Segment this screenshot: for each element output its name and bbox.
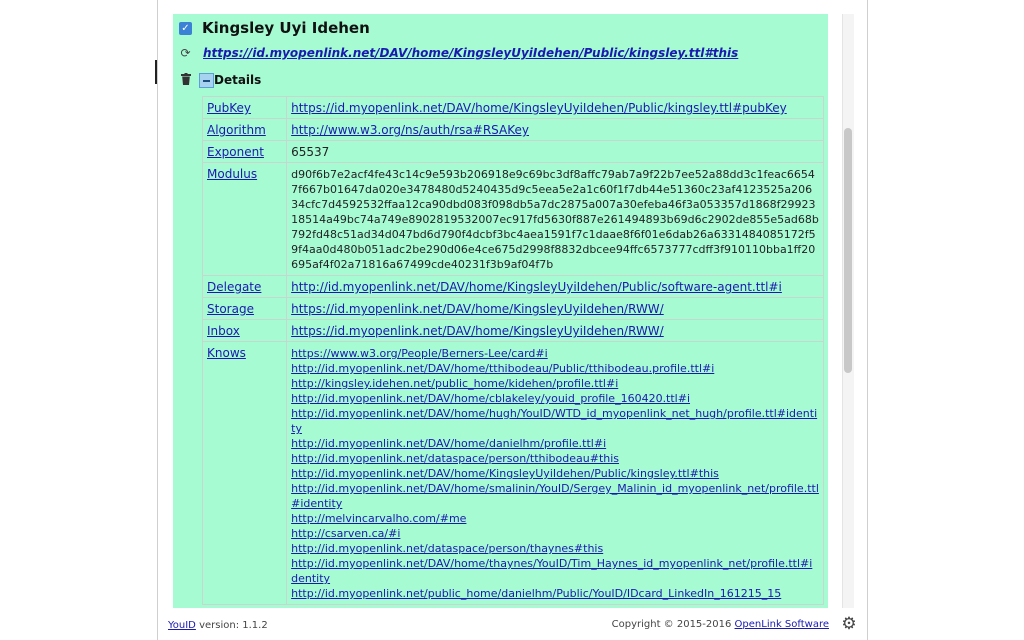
storage-value-link[interactable]: https://id.myopenlink.net/DAV/home/KingsleyUyiIdehen/RWW/ <box>291 302 664 316</box>
identity-checkbox[interactable] <box>179 22 192 35</box>
algorithm-value-link[interactable]: http://www.w3.org/ns/auth/rsa#RSAKey <box>291 123 529 137</box>
gear-icon[interactable]: ⚙ <box>841 614 857 634</box>
knows-list <box>287 342 824 605</box>
footer-version <box>168 620 268 631</box>
table-row <box>203 276 824 298</box>
details-table <box>202 96 824 605</box>
table-row <box>203 298 824 320</box>
youid-link[interactable]: YouID <box>168 620 196 631</box>
knows-link[interactable]: http://melvincarvalho.com/#me <box>291 512 467 525</box>
pubkey-value-link[interactable]: https://id.myopenlink.net/DAV/home/KingsleyUyiIdehen/Public/kingsley.ttl#pubKey <box>291 101 787 115</box>
knows-link[interactable]: http://id.myopenlink.net/DAV/home/hugh/YouID/WTD_id_myopenlink_net_hugh/profile.ttl#identity <box>291 407 818 435</box>
inbox-label-link[interactable]: Inbox <box>207 324 240 338</box>
knows-link[interactable]: http://id.myopenlink.net/DAV/home/KingsleyUyiIdehen/Public/kingsley.ttl#this <box>291 467 719 480</box>
footer <box>158 612 867 640</box>
details-label: Details <box>214 73 262 87</box>
copyright-text: Copyright © 2015-2016 <box>611 619 732 630</box>
footer-copyright <box>612 619 829 630</box>
identity-uri-row <box>179 43 738 63</box>
knows-link[interactable]: http://id.myopenlink.net/DAV/home/smalinin/YouID/Sergey_Malinin_id_myopenlink_net/profile.ttl#identity <box>291 482 819 510</box>
table-row <box>203 320 824 342</box>
version-text: version: 1.1.2 <box>199 620 268 631</box>
table-row <box>203 141 824 163</box>
table-row <box>203 119 824 141</box>
algorithm-label-link[interactable]: Algorithm <box>207 123 266 137</box>
modulus-value: d90f6b7e2acf4fe43c14c9e593b206918e9c69bc3df8affc79ab7a9f22b7ee52a88dd3c1feac66547f667b01647da020e3478480d5240435d9c5eea5e2a1c60f1f7db44e51360c23af4123525a20634cfc7d4592532ffaa12ca90dbd083f098db5a7dc2875a007a30efeba46f3a053357d1868f2992318514a49bc74a749e8902819532007ec917fd5630f887e261494893b69d6c2902de855e5ad68b792fd48c51ad34d047bd6d790f4dcbf3bc4aea1591f7c1daae8f6f01e6dab26a6331484085172f59f4aa0d480b051adc2be290d06e4ce675d2998f8832dbcee94ffc6573777cdff3f910110bba1ff20695af4f02a71816a67499cde40231f3b9af04f7b <box>291 168 819 271</box>
knows-link[interactable]: http://id.myopenlink.net/DAV/home/thaynes/YouID/Tim_Haynes_id_myopenlink_net/profile.ttl#identity <box>291 557 813 585</box>
inbox-value-link[interactable]: https://id.myopenlink.net/DAV/home/KingsleyUyiIdehen/RWW/ <box>291 324 664 338</box>
checkbox-checked-icon: ✓ <box>181 22 190 34</box>
openlink-software-link[interactable]: OpenLink Software <box>734 619 829 630</box>
exponent-label-link[interactable]: Exponent <box>207 145 264 159</box>
knows-link[interactable]: http://id.myopenlink.net/DAV/home/danielhm/profile.ttl#i <box>291 437 607 450</box>
knows-link[interactable]: http://id.myopenlink.net/dataspace/person/thaynes#this <box>291 542 604 555</box>
youid-popup <box>157 0 868 640</box>
refresh-icon[interactable]: ⟳ <box>180 46 191 60</box>
knows-link[interactable]: http://csarven.ca/#i <box>291 527 401 540</box>
table-row <box>203 342 824 605</box>
delegate-label-link[interactable]: Delegate <box>207 280 262 294</box>
knows-link[interactable]: http://id.myopenlink.net/public_home/danielhm/Public/YouID/IDcard_LinkedIn_161215_15 <box>291 587 782 600</box>
collapse-minus-icon[interactable] <box>199 73 214 88</box>
knows-label-link[interactable]: Knows <box>207 346 246 360</box>
scrollbar-thumb[interactable] <box>844 128 852 373</box>
delegate-value-link[interactable]: http://id.myopenlink.net/DAV/home/KingsleyUyiIdehen/Public/software-agent.ttl#i <box>291 280 782 294</box>
storage-label-link[interactable]: Storage <box>207 302 254 316</box>
identity-header <box>179 18 370 38</box>
identity-uri-link[interactable]: https://id.myopenlink.net/DAV/home/KingsleyUyiIdehen/Public/kingsley.ttl#this <box>203 46 739 60</box>
knows-link[interactable]: http://id.myopenlink.net/DAV/home/tthibodeau/Public/tthibodeau.profile.ttl#i <box>291 362 715 375</box>
knows-link[interactable]: https://www.w3.org/People/Berners-Lee/card#i <box>291 347 548 360</box>
exponent-value: 65537 <box>291 145 330 159</box>
knows-link[interactable]: http://kingsley.idehen.net/public_home/kidehen/profile.ttl#i <box>291 377 619 390</box>
table-row <box>203 163 824 276</box>
knows-link[interactable]: http://id.myopenlink.net/DAV/home/cblakeley/youid_profile_160420.ttl#i <box>291 392 691 405</box>
modulus-label-link[interactable]: Modulus <box>207 167 258 181</box>
details-toggle-row <box>179 70 261 90</box>
table-row <box>203 97 824 119</box>
pubkey-label-link[interactable]: PubKey <box>207 101 252 115</box>
identity-card <box>173 14 828 608</box>
identity-name: Kingsley Uyi Idehen <box>202 19 370 37</box>
knows-link[interactable]: http://id.myopenlink.net/dataspace/person/tthibodeau#this <box>291 452 620 465</box>
trash-icon[interactable] <box>179 73 192 88</box>
